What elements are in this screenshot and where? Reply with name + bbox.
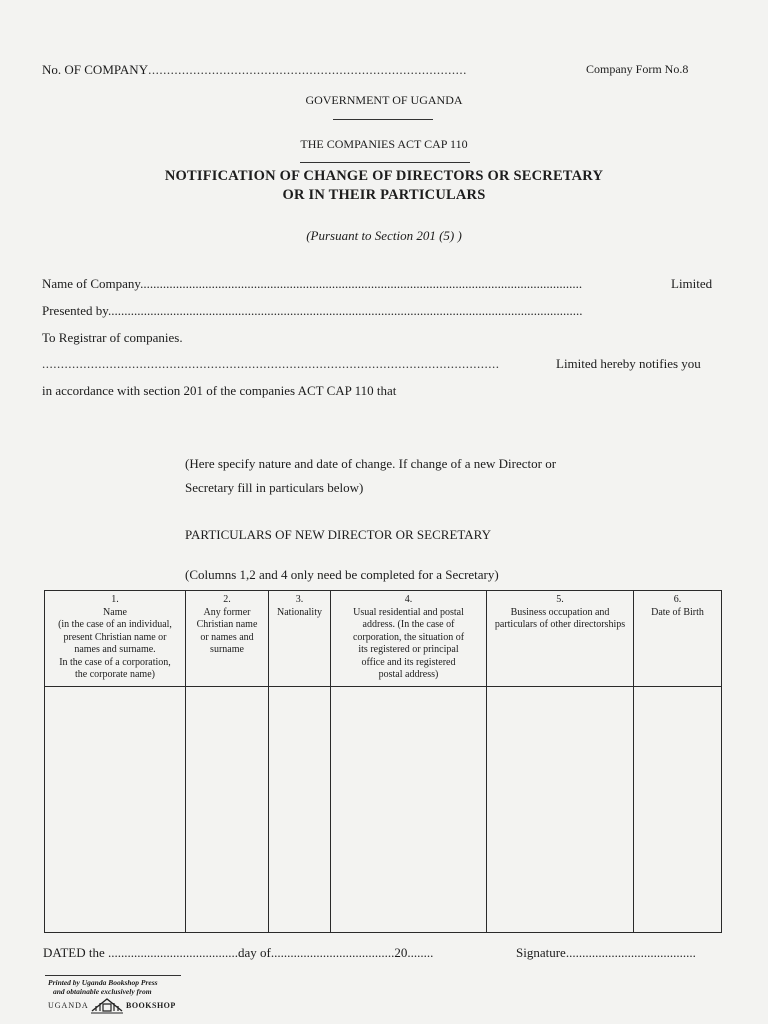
company-name-blank: .......................................................................................................................... — [42, 356, 500, 371]
column-header-former-name: 2. Any former Christian name or names and surname — [186, 591, 269, 687]
column-header-name: 1. Name (in the case of an individual, present Christian name or names and surname. In the case of a corporation, the corporate name) — [45, 591, 186, 687]
column-header-date-of-birth: 6. Date of Birth — [634, 591, 722, 687]
bookshop-logo-icon — [90, 995, 124, 1015]
company-number-field — [42, 62, 467, 78]
limited-label: Limited — [671, 276, 713, 291]
name-cell[interactable] — [45, 687, 186, 933]
printer-credit-line-2: and obtainable exclusively from — [53, 987, 152, 996]
company-number-label: No. OF COMPANY — [42, 62, 149, 77]
name-of-company-field: Name of Company........................................................................................................................................ — [42, 276, 583, 291]
column-header-occupation: 5. Business occupation and particulars of other directorships — [487, 591, 634, 687]
publisher-name-bookshop: BOOKSHOP — [126, 1001, 176, 1010]
occupation-cell[interactable] — [487, 687, 634, 933]
form-title-line-1: NOTIFICATION OF CHANGE OF DIRECTORS OR SECRETARY — [164, 168, 604, 184]
printer-credit-line-1: Printed by Uganda Bookshop Press — [48, 978, 158, 987]
instruction-line-1: (Here specify nature and date of change. If change of a new Director or — [185, 456, 557, 471]
address-cell[interactable] — [331, 687, 487, 933]
government-heading: GOVERNMENT OF UGANDA — [305, 93, 463, 107]
publisher-name-uganda: UGANDA — [48, 1001, 89, 1010]
columns-note: (Columns 1,2 and 4 only need be completed for a Secretary) — [185, 567, 499, 582]
dated-line: DATED the ........................................day of......................................20........ — [43, 945, 434, 960]
divider — [333, 119, 433, 120]
accordance-text: in accordance with section 201 of the companies ACT CAP 110 that — [42, 383, 397, 398]
nationality-cell[interactable] — [269, 687, 331, 933]
to-registrar-line: To Registrar of companies. — [42, 330, 183, 345]
pursuant-note: (Pursuant to Section 201 (5) ) — [306, 228, 462, 243]
presented-by-field: Presented by.................................................................................................................................................. — [42, 303, 583, 318]
company-number-dots: ..................................................................................... — [148, 62, 467, 77]
column-header-address: 4. Usual residential and postal address. (In the case of corporation, the situation of its registered or principal office and its registered postal address) — [331, 591, 487, 687]
signature-line: Signature........................................ — [516, 945, 696, 960]
particulars-heading: PARTICULARS OF NEW DIRECTOR OR SECRETARY — [185, 527, 492, 542]
date-of-birth-cell[interactable] — [634, 687, 722, 933]
table-row — [45, 687, 722, 933]
limited-notifies-text: Limited hereby notifies you — [556, 356, 701, 371]
form-title-line-2: OR IN THEIR PARTICULARS — [282, 187, 486, 203]
column-header-nationality: 3. Nationality — [269, 591, 331, 687]
instruction-line-2: Secretary fill in particulars below) — [185, 480, 364, 495]
act-heading: THE COMPANIES ACT CAP 110 — [300, 137, 468, 151]
form-number: Company Form No.8 — [586, 62, 689, 76]
table-header-row — [45, 591, 722, 687]
divider — [300, 162, 470, 163]
particulars-table — [44, 590, 722, 933]
divider — [45, 975, 181, 976]
former-name-cell[interactable] — [186, 687, 269, 933]
